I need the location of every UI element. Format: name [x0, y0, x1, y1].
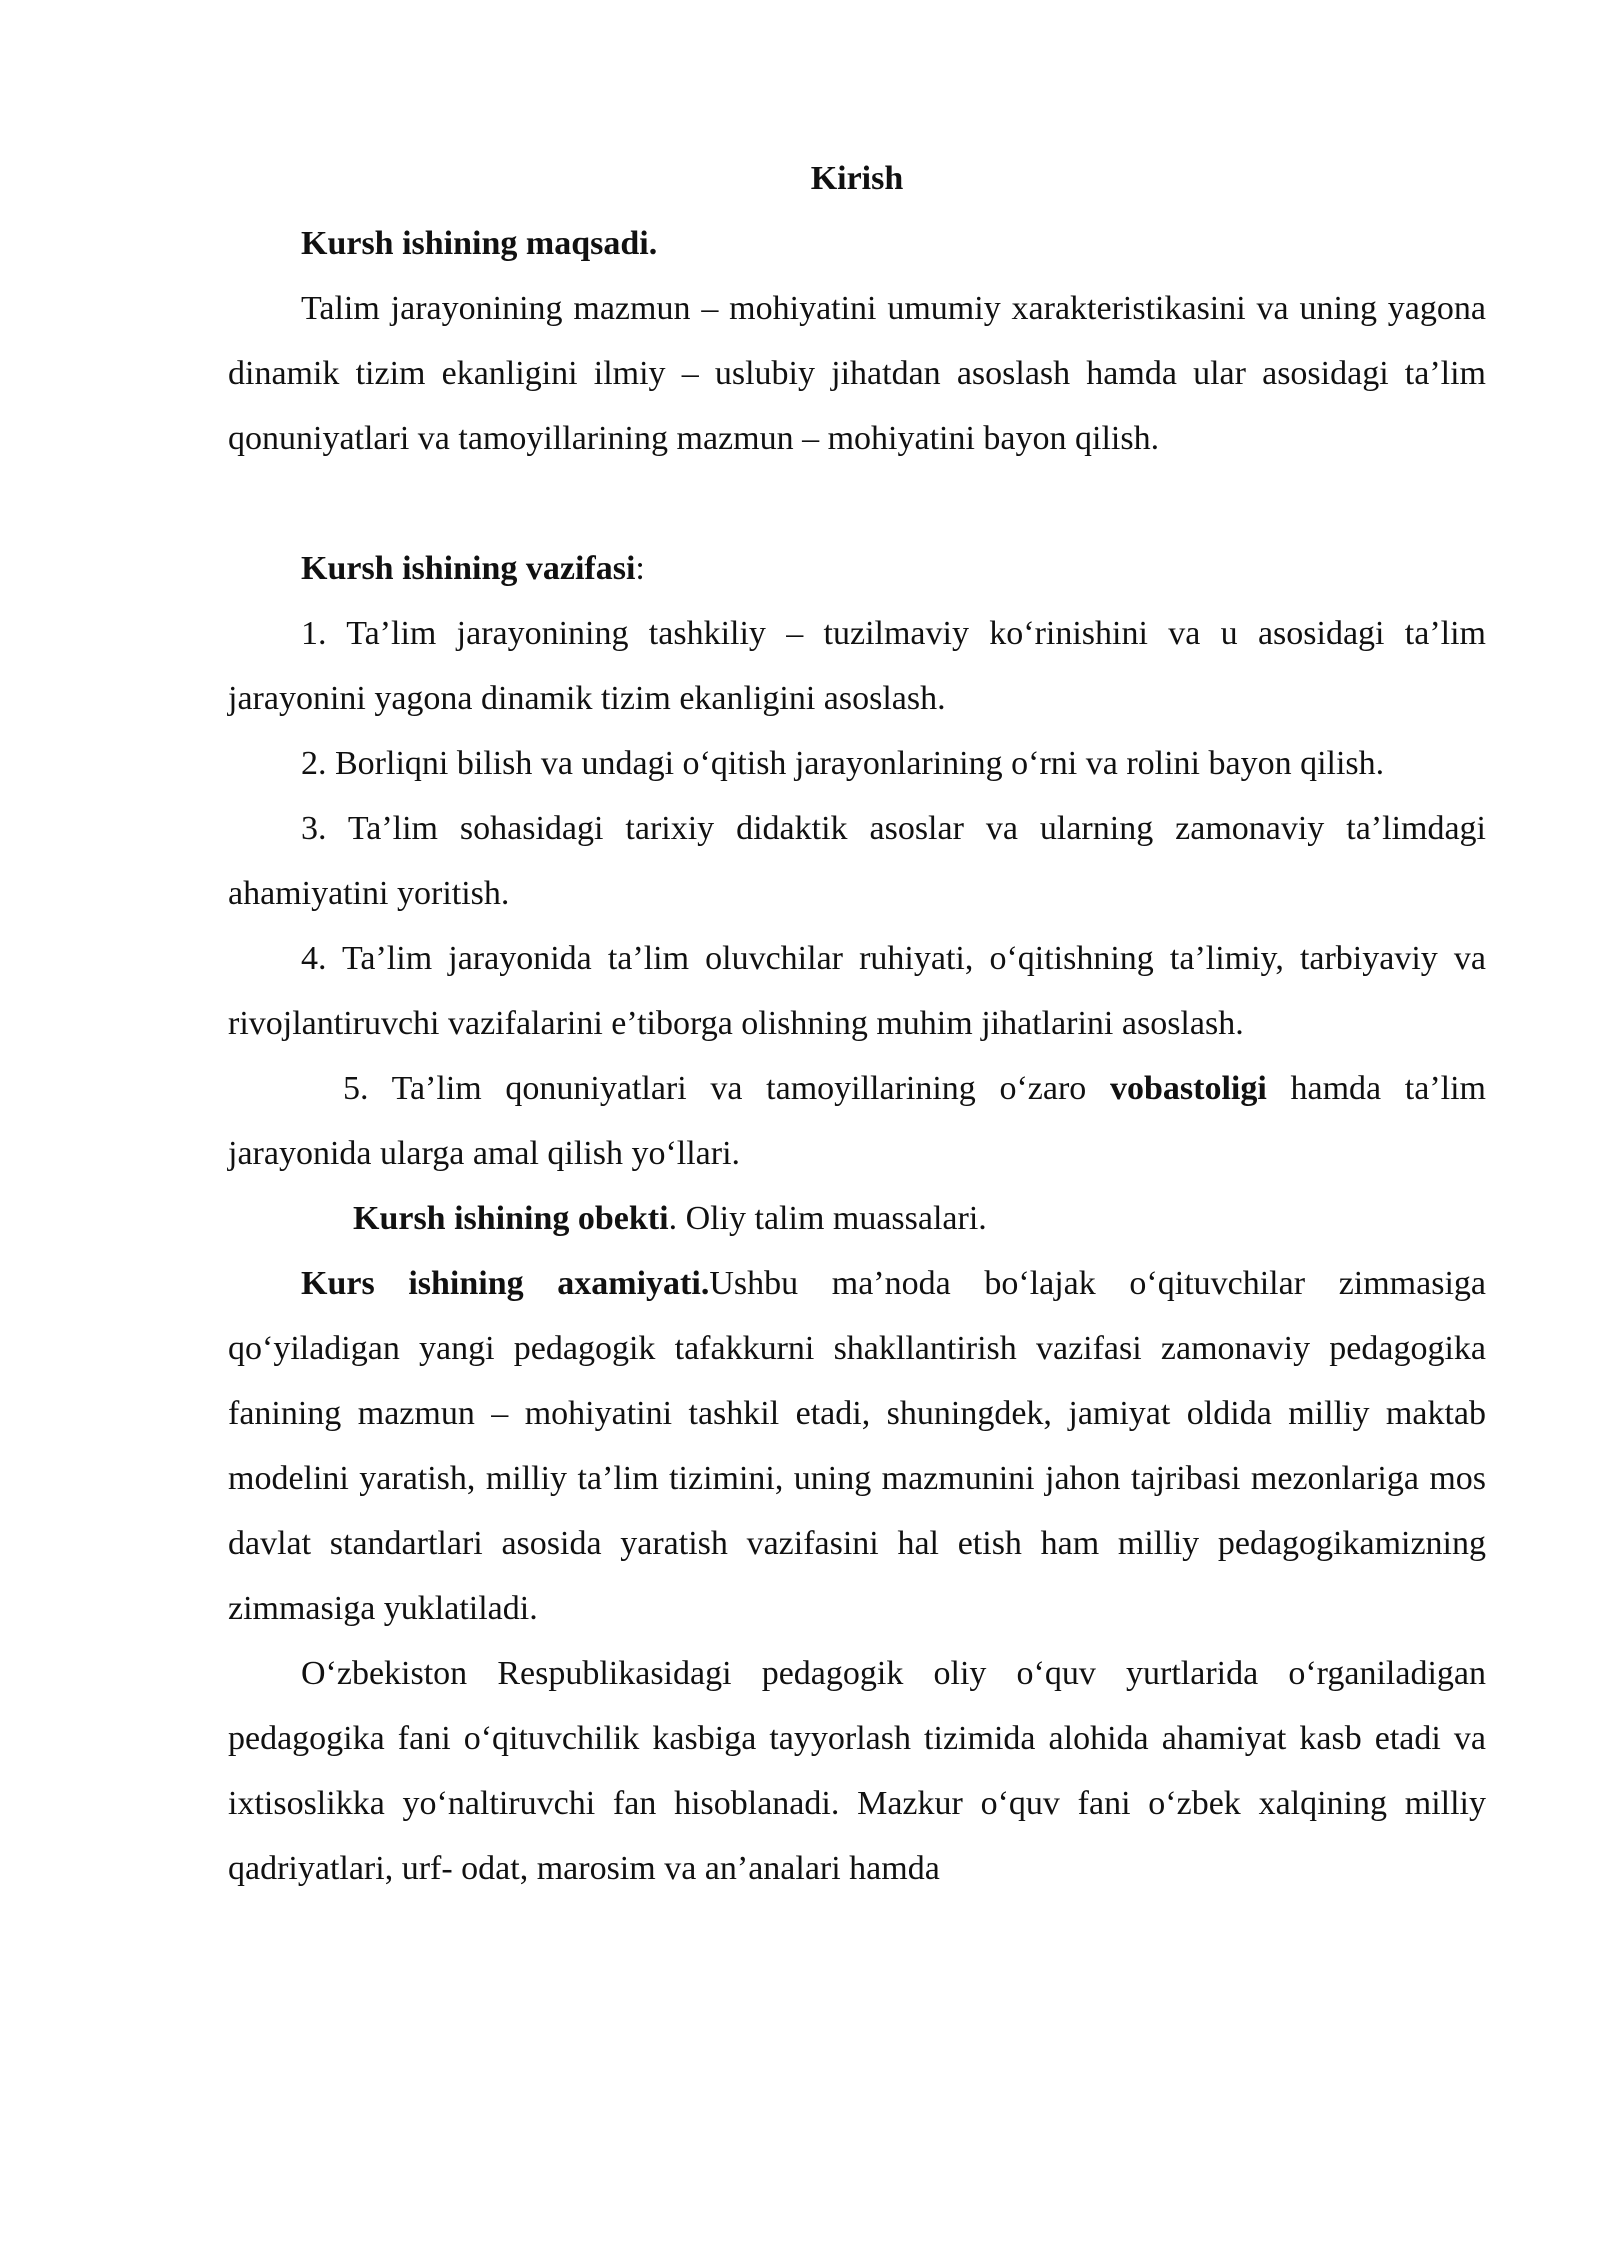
object-text: . Oliy talim muassalari. [668, 1200, 987, 1237]
tasks-heading-colon: : [635, 550, 645, 587]
task-item-2: 2. Borliqni bilish va undagi o‘qitish jarayonlarining o‘rni va rolini bayon qilish. [301, 745, 1385, 782]
purpose-heading-text: Kursh ishining maqsadi. [301, 225, 658, 262]
document-title: Kirish [810, 160, 904, 197]
importance-heading: Kurs ishining axamiyati. [301, 1265, 710, 1302]
object-heading: Kursh ishining obekti [353, 1200, 669, 1237]
task-item-5-bold: vobastoligi [1109, 1070, 1267, 1107]
importance-paragraph [228, 1251, 1486, 1641]
task-item-5-before: 5. Ta’lim qonuniyatlari va tamoyillarining o‘zaro [343, 1070, 1110, 1107]
task-item-5-after: hamda ta’lim jarayonida ularga amal qilish yo‘llari. [228, 1070, 1486, 1172]
task-item-5 [228, 1056, 1486, 1186]
task-item-4: 4. Ta’lim jarayonida ta’lim oluvchilar ruhiyati, o‘qitishning ta’limiy, tarbiyaviy va rivojlantiruvchi vazifalarini e’tiborga olishning muhim jihatlarini asoslash. [228, 940, 1486, 1042]
document-page [228, 146, 1486, 1901]
closing-paragraph: O‘zbekiston Respublikasidagi pedagogik oliy o‘quv yurtlarida o‘rganiladigan pedagogika fani o‘qituvchilik kasbiga tayyorlash tizimida alohida ahamiyat kasb etadi va ixtisoslikka yo‘naltiruvchi fan hisoblanadi. Mazkur o‘quv fani o‘zbek xalqining milliy qadriyatlari, urf- odat, marosim va an’analari hamda [228, 1655, 1486, 1887]
paragraph-spacer [228, 471, 1486, 536]
purpose-paragraph: Talim jarayonining mazmun – mohiyatini umumiy xarakteristikasini va uning yagona dinamik tizim ekanligini ilmiy – uslubiy jihatdan asoslash hamda ular asosidagi ta’lim qonuniyatlari va tamoyillarining mazmun – mohiyatini bayon qilish. [228, 290, 1486, 457]
importance-text: Ushbu ma’noda bo‘lajak o‘qituvchilar zimmasiga qo‘yiladigan yangi pedagogik tafakkurni shakllantirish vazifasi zamonaviy pedagogika fanining mazmun – mohiyatini tashkil etadi, shuningdek, jamiyat oldida milliy maktab modelini yaratish, milliy ta’lim tizimini, uning mazmunini jahon tajribasi mezonlariga mos davlat standartlari asosida yaratish vazifasini hal etish ham milliy pedagogikamizning zimmasiga yuklatiladi. [228, 1265, 1486, 1627]
purpose-heading [228, 211, 1486, 276]
task-item-3: 3. Ta’lim sohasidagi tarixiy didaktik asoslar va ularning zamonaviy ta’limdagi ahamiyatini yoritish. [228, 810, 1486, 912]
tasks-heading [228, 536, 1486, 601]
object-paragraph [228, 1186, 1486, 1251]
task-item-1: 1. Ta’lim jarayonining tashkiliy – tuzilmaviy ko‘rinishini va u asosidagi ta’lim jarayonini yagona dinamik tizim ekanligini asoslash. [228, 615, 1486, 717]
tasks-heading-text: Kursh ishining vazifasi [301, 550, 636, 587]
